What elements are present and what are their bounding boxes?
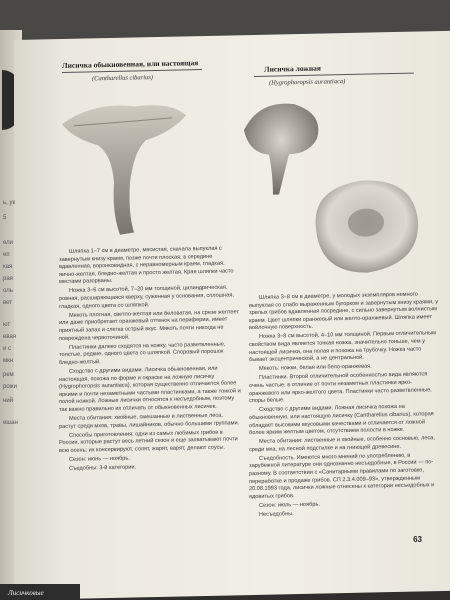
left-description — [59, 245, 241, 475]
right-paragraph: Сходство с другими видами. Ложная лисичка похожа на обыкновенную, или настоящую лисичку (Cantharellus cibarius), которая обладает высокими вкусовыми качествами и отличается от ложной более ярким желтым цветом, отсутствием полости в ножке. — [249, 404, 434, 437]
left-paragraph: Мякоть плотная, светло-желтая или беловатая, на срезе желтеет или даже приобретает оранжевый оттенок на периферии, имеет приятный запах и слегка острый вкус. Мякоть почти никогда не повреждена червоточиной. — [59, 309, 240, 342]
left-page-snippet: и с — [3, 346, 12, 352]
left-paragraph: Сезон: июнь — ноябрь. — [69, 455, 130, 463]
left-page-snippet: 5 — [3, 215, 7, 221]
left-page-snippet: ют — [3, 322, 11, 328]
left-title-rule — [62, 69, 202, 73]
left-page-snippet: ели — [3, 240, 13, 246]
right-species-title: Лисичка ложная — [264, 63, 321, 74]
page-number: 63 — [413, 535, 422, 544]
left-page-snippet: рая — [3, 276, 13, 282]
right-paragraph: Мякоть: ножки, белая или бело-оранжевая. — [259, 363, 372, 373]
left-paragraph: Места обитания: хвойные, смешанные и лиственные леса, растут среди мхов, травы, лишайников, обычно большими группами. — [59, 412, 240, 430]
footer-section-label: Лисичковые — [8, 589, 44, 597]
left-paragraph: Способы приготовления: одни из самых любимых грибов в России, которые растут весь летний сезон и еще захватывают почти всю осень; их консервируют, солят, жарят, варят, делают соусы. — [59, 429, 238, 454]
left-page-snippet: рем — [3, 372, 14, 378]
right-paragraph: Ножка 3–8 см высотой, 4–10 мм толщиной. Первым отличительным свойством вида является тонкая ножка, значительно тоньше, чем у настоящей лисички, она полая и похожа на трубочку. Ножка часто бывает эксцентрической, а не центральной. — [249, 330, 437, 364]
right-paragraph: Несъедобны. — [259, 511, 294, 518]
left-paragraph: Шляпка 1–7 см в диаметре, мясистая, сначала выпуклая с завернутым книзу краем, позже почти плоская, в середине вдавленная, воронковидная, с неравномерным краем, гладкая, яично-желтая, бледно-желтая и просто желтая. Края шляпки часто местами разорваны. — [59, 245, 234, 286]
left-page-snippet: ний — [3, 398, 14, 404]
left-page-snippet: еп — [3, 252, 10, 258]
left-page-snippet: оль — [3, 288, 13, 294]
left-paragraph: Сходство с другими видами. Лисичка обыкновенная, или настоящая, похожа по форме и окраске на ложную лисичку (Hygrophoropsis aurantiaca), которая существенно отличается более яркими и почти незаметными частыми пластинками, а также тонкой и полой ножкой. Ложные лисички относятся к несъедобным, поэтому так важно правильно их отличать от обыкновенных лисичек. — [59, 365, 241, 413]
chanterelle-illustration — [54, 91, 194, 244]
right-paragraph: Места обитания: лиственные и хвойные, особенно сосновые, леса, среди мха, на лесной подстилке и на гниющей древесине. — [249, 435, 435, 453]
left-page-snippet: вет — [3, 300, 13, 306]
right-paragraph: Шляпка 3–8 см в диаметре, у молодых экземпляров немного выпуклая со слабо выраженным бугорком и завернутым книзу краями, у зрелых грибов вдавленная посредине, с сильно завернутым волнистым краем. Цвет шляпки оранжевый или желто-оранжевый. Шляпка имеет войлочную поверхность. — [249, 291, 438, 332]
left-page-snippet: мкн — [3, 358, 14, 364]
right-paragraph: Пластинки. Второй отличительной особенностью вида являются очень частые, в отличие от почти незаметных пластинки ярко-оранжевого или ярко-желтого цвета. Пластинки часто разветвленные, споры белые. — [249, 371, 432, 405]
book-page — [14, 31, 450, 600]
left-page-snippet: кая — [3, 264, 13, 270]
right-description — [249, 291, 439, 521]
left-species-latin: (Cantharellus cibarius) — [92, 74, 153, 83]
right-paragraph: Съедобность. Имеются много мнений по употреблению, в зарубежной литературе они однозначно несъедобные, в России — по-разному. В соответствии с «Санитарными правилами по заготовке, переработке и продаже грибов. СП 2.3.4.009–93», утвержденным 20.08.1993 года, лисички ложные отнесены к категории несъедобных и ядовитых грибов. — [249, 452, 435, 500]
left-paragraph: Ножка 3–6 см высотой, 7–20 мм толщиной, цилиндрическая, ровная, расширяющаяся кверху, суженная у основания, сплошная, гладкая, одного цвета со шляпкой. — [59, 284, 234, 310]
left-page-snippet: евая — [3, 334, 17, 340]
left-species-title: Лисичка обыкновенная, или настоящая — [62, 58, 199, 70]
left-page-snippet: ешан — [3, 420, 18, 426]
left-paragraph: Пластинки далеко сходятся на ножку, часто разветвленные, толстые, редкие, одного цвета со шляпкой. Споровый порошок бледно-желтый. — [59, 341, 226, 366]
left-paragraph: Съедобны: 3-й категории. — [69, 464, 137, 472]
right-species-latin: (Hygrophoropsis aurantiaca) — [269, 78, 346, 87]
left-page-snippet: рожи — [3, 384, 17, 390]
right-paragraph: Сезон: июль — ноябрь. — [259, 501, 320, 509]
false-chanterelle-top-illustration — [306, 171, 426, 284]
left-page-snippet: ь, ук — [3, 200, 16, 206]
